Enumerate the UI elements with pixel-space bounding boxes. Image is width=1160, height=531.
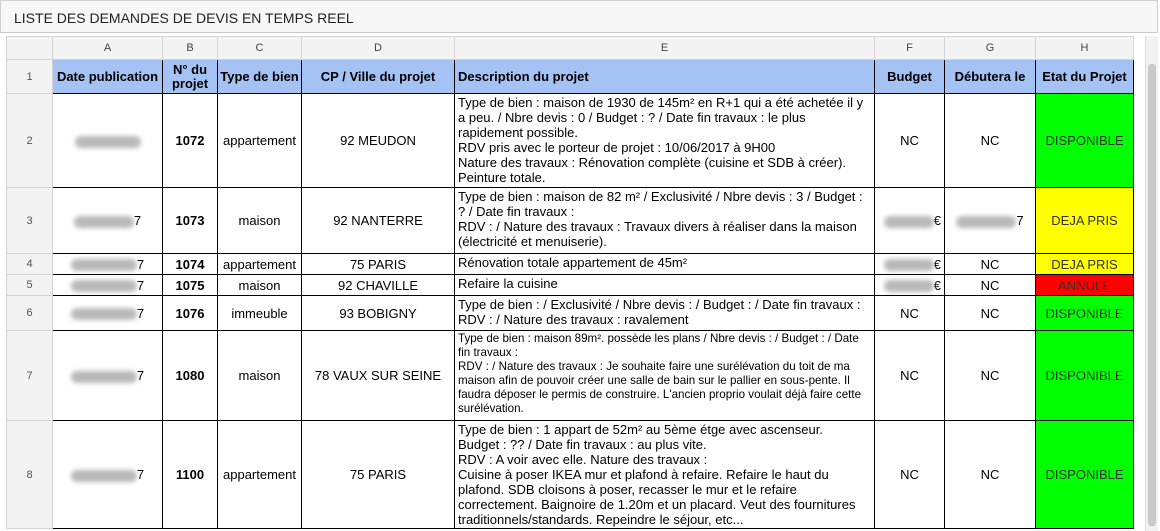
cell-date[interactable] [53,275,163,296]
budget-value: NC [900,467,919,482]
cell-description[interactable] [455,296,875,331]
cell-debut[interactable] [945,254,1036,275]
window-title-bar [0,0,1158,33]
table-row [7,275,1134,296]
table-row [7,421,1134,529]
budget-value: € [933,277,941,293]
column-letter[interactable]: E [455,37,875,60]
header-type[interactable]: Type de bien [218,60,302,94]
cell-numero[interactable]: 1073 [163,188,218,254]
header-etat[interactable]: Etat du Projet [1036,60,1134,94]
column-letter[interactable]: C [218,37,302,60]
cell-budget[interactable] [875,331,945,421]
cell-description[interactable] [455,421,875,529]
table-row [7,296,1134,331]
row-number[interactable]: 1 [7,60,53,94]
budget-value: NC [900,368,919,383]
redacted-value [71,259,137,271]
description-text: Type de bien : 1 appart de 52m² au 5ème étge avec ascenseur. Budget : ?? / Date fin travaux : au plus vite. RDV : A voir avec elle. Nature des travaux : Cuisine à poser IKEA mur et plafond à refaire. Refaire le haut du plafond. SDB cloisons à poser, recasser le mur et le refaire correctement. Baignoire de 1.20m et un placard. Veut des fournitures traditionnels/standards. Repeindre le séjour, etc... [458,422,856,527]
header-date[interactable]: Date publication [53,60,163,94]
debut-value: NC [980,133,1000,148]
cell-description[interactable] [455,94,875,188]
status-badge[interactable]: DISPONIBLE [1036,296,1134,331]
column-letter[interactable]: F [875,37,945,60]
table-row [7,188,1134,254]
date-suffix: 7 [136,256,145,272]
cell-description[interactable] [455,275,875,296]
row-number[interactable]: 7 [7,331,53,421]
redacted-value [71,308,137,320]
cell-type[interactable]: maison [218,331,302,421]
date-suffix: 7 [136,368,145,383]
redacted-value [75,136,141,148]
status-badge[interactable]: DEJA PRIS [1036,188,1134,254]
cell-budget[interactable] [875,94,945,188]
cell-date[interactable] [53,94,163,188]
column-letters-row [7,37,1134,60]
cell-numero[interactable]: 1076 [163,296,218,331]
date-suffix: 7 [136,277,145,293]
redacted-value [71,470,137,482]
cell-budget[interactable] [875,275,945,296]
redacted-value [956,216,1016,228]
cell-debut[interactable] [945,296,1036,331]
budget-value: € [933,256,941,272]
cell-description[interactable] [455,331,875,421]
table-row [7,331,1134,421]
status-badge[interactable]: ANNULE [1036,275,1134,296]
status-badge[interactable]: DEJA PRIS [1036,254,1134,275]
cell-budget[interactable] [875,254,945,275]
cell-date[interactable] [53,296,163,331]
budget-value: NC [900,133,919,148]
cell-ville[interactable]: 75 PARIS [302,421,455,529]
vertical-scrollbar[interactable] [1145,36,1158,531]
header-row [7,60,1134,94]
cell-debut[interactable] [945,275,1036,296]
cell-type[interactable]: appartement [218,94,302,188]
cell-ville[interactable]: 75 PARIS [302,254,455,275]
row-number[interactable]: 2 [7,94,53,188]
description-text: Type de bien : maison 89m². possède les plans / Nbre devis : / Budget : / Date fin travaux : RDV : / Nature des travaux : Je souhaite faire une surélévation du toit de ma maison afin de pouvoir créer une salle de bain sur le pallier en sous-pente. Il faudra déposer le permis de construire. L'ancien proprio voulait déjà faire cette surélévation. [458,332,862,415]
cell-numero[interactable]: 1074 [163,254,218,275]
debut-value: NC [980,368,1000,383]
cell-description[interactable] [455,188,875,254]
cell-budget[interactable] [875,421,945,529]
column-letter[interactable]: H [1036,37,1134,60]
cell-ville[interactable]: 92 CHAVILLE [302,275,455,296]
row-number[interactable]: 8 [7,421,53,529]
status-badge[interactable]: DISPONIBLE [1036,331,1134,421]
cell-numero[interactable]: 1100 [163,421,218,529]
redacted-value [71,280,137,292]
row-number[interactable]: 6 [7,296,53,331]
window-title: LISTE DES DEMANDES DE DEVIS EN TEMPS REEL [14,10,354,26]
cell-ville[interactable]: 92 MEUDON [302,94,455,188]
select-all-corner[interactable] [7,37,53,60]
cell-budget[interactable] [875,296,945,331]
cell-type[interactable]: immeuble [218,296,302,331]
budget-value: NC [900,305,919,321]
header-numero[interactable]: N° du projet [163,60,218,94]
cell-numero[interactable]: 1075 [163,275,218,296]
table-row [7,94,1134,188]
row-number[interactable]: 3 [7,188,53,254]
redacted-value [884,216,934,228]
cell-type[interactable]: appartement [218,254,302,275]
cell-date[interactable] [53,254,163,275]
redacted-value [884,280,934,292]
data-table [6,36,1134,529]
description-text: Refaire la cuisine [458,276,558,291]
cell-date[interactable] [53,188,163,254]
row-number[interactable]: 4 [7,254,53,275]
cell-date[interactable] [53,421,163,529]
row-number[interactable]: 5 [7,275,53,296]
cell-budget[interactable] [875,188,945,254]
table-row [7,254,1134,275]
description-text: Type de bien : / Exclusivité / Nbre devis : / Budget : / Date fin travaux : RDV : / Nature des travaux : ravalement [458,297,861,327]
description-text: Type de bien : maison de 1930 de 145m² en R+1 qui a été achetée il y a peu. / Nbre devis : 0 / Budget : ? / Date fin travaux : le plus rapidement possible. RDV pris avec le porteur de projet : 10/06/2017 à 9H00 Nature des travaux : Rénovation complète (cuisine et SDB à créer). Peinture totale. [458,95,864,185]
column-letter[interactable]: B [163,37,218,60]
cell-debut[interactable] [945,331,1036,421]
date-suffix: 7 [136,467,145,482]
cell-ville[interactable]: 92 NANTERRE [302,188,455,254]
cell-type[interactable]: maison [218,275,302,296]
scrollbar-thumb[interactable] [1148,64,1156,526]
description-text: Type de bien : maison de 82 m² / Exclusivité / Nbre devis : 3 / Budget : ? / Date fin travaux : RDV : / Nature des travaux : Travaux divers à réaliser dans la maison (électricité et menuiserie). [458,189,863,249]
header-debut[interactable]: Débutera le [945,60,1036,94]
cell-debut[interactable] [945,188,1036,254]
cell-debut[interactable] [945,421,1036,529]
column-letter[interactable]: A [53,37,163,60]
debut-value: NC [980,305,1000,321]
redacted-value [74,216,134,228]
cell-type[interactable]: appartement [218,421,302,529]
cell-ville[interactable]: 93 BOBIGNY [302,296,455,331]
cell-type[interactable]: maison [218,188,302,254]
budget-value: € [933,213,941,228]
date-suffix: 7 [133,213,142,228]
header-description[interactable]: Description du projet [455,60,875,94]
column-letter[interactable]: G [945,37,1036,60]
cell-date[interactable] [53,331,163,421]
header-ville[interactable]: CP / Ville du projet [302,60,455,94]
status-badge[interactable]: DISPONIBLE [1036,94,1134,188]
cell-description[interactable] [455,254,875,275]
debut-value: NC [980,467,1000,482]
header-budget[interactable]: Budget [875,60,945,94]
redacted-value [884,259,934,271]
debut-value: 7 [1016,213,1024,228]
spreadsheet [6,36,1134,529]
description-text: Rénovation totale appartement de 45m² [458,255,688,270]
cell-numero[interactable]: 1080 [163,331,218,421]
debut-value: NC [980,256,1000,272]
cell-ville[interactable]: 78 VAUX SUR SEINE [302,331,455,421]
status-badge[interactable]: DISPONIBLE [1036,421,1134,529]
date-suffix: 7 [136,305,145,321]
redacted-value [71,371,137,383]
cell-numero[interactable]: 1072 [163,94,218,188]
debut-value: NC [980,277,1000,293]
column-letter[interactable]: D [302,37,455,60]
cell-debut[interactable] [945,94,1036,188]
